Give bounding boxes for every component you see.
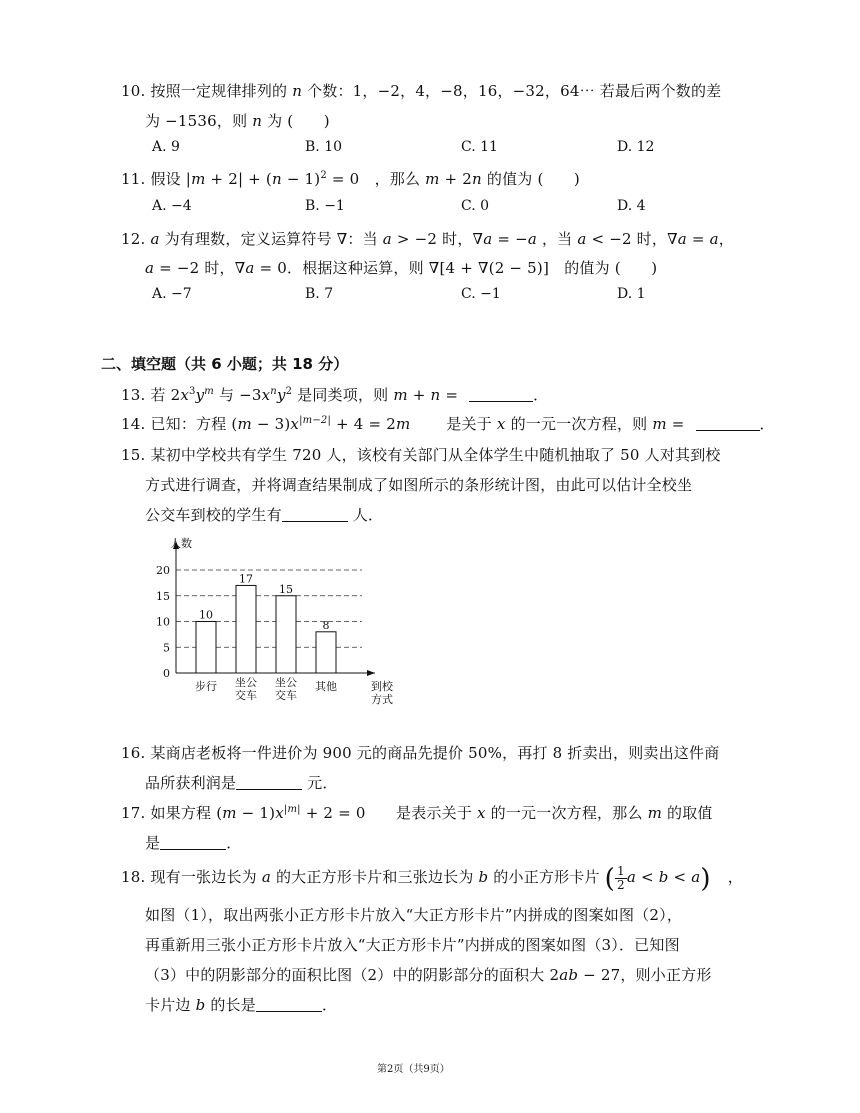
category-label-2-a: 坐公 [275, 676, 297, 689]
q15-line1: 某初中学校共有学生 720 人，该校有关部门从全体学生中随机抽取了 50 人对其到校 [150, 446, 721, 464]
q16-answer-blank[interactable] [236, 775, 302, 790]
q17-var-m: m [222, 804, 237, 822]
category-label-3: 其他 [315, 680, 337, 693]
q12-option-a: A. −7 [152, 286, 192, 302]
q11-text-f: 的值为 ( ) [486, 170, 580, 188]
q14-text-b: − 3) [256, 415, 291, 433]
q12-var-a-5: a [577, 230, 587, 248]
q16-line2-a: 品所获利润是 [145, 774, 237, 792]
q16-line2-b: 元． [307, 774, 338, 792]
bar-value-label-1: 17 [239, 572, 253, 586]
q18-answer-blank[interactable] [256, 997, 322, 1012]
q10-var-n: n [292, 82, 303, 100]
q14-var-m-3: m [652, 415, 667, 433]
category-label-1-b: 交车 [235, 689, 257, 702]
q17-answer-blank[interactable] [160, 835, 226, 850]
x-axis-arrow [367, 670, 375, 676]
category-label-1-a: 坐公 [235, 676, 257, 689]
q13-text-b: 与 −3 [218, 386, 262, 404]
q12-var-a-7: a [709, 230, 719, 248]
q11-text-d: = 0 ，那么 [326, 170, 421, 188]
q12-var-a: a [150, 230, 160, 248]
q18-var-a-2: a [626, 868, 637, 886]
q15-answer-blank[interactable] [282, 507, 348, 522]
q11-var-n-2: n [472, 170, 482, 188]
q12-var-a-3: a [483, 230, 493, 248]
q13-var-y: y [195, 386, 205, 404]
q17-exponent: |m| [283, 804, 301, 815]
q18-frac-den: 2 [617, 877, 625, 892]
question-15-line3 [145, 504, 383, 525]
q15-line2: 方式进行调查，并将调查结果制成了如图所示的条形统计图，由此可以估计全校坐 [145, 476, 693, 494]
q18-comma: ， [727, 868, 743, 886]
q16-number: 16. [121, 744, 146, 762]
q11-text-a: 假设 | [150, 170, 192, 188]
category-label-2-b: 交车 [275, 689, 297, 702]
q18-text-a: 现有一张边长为 [150, 868, 257, 886]
q17-text-e: 的取值 [667, 804, 713, 822]
section-2-heading: 二、填空题（共 6 小题；共 18 分） [101, 355, 349, 373]
q14-text-a: 已知：方程 ( [150, 415, 238, 433]
question-14 [121, 413, 775, 434]
q15-number: 15. [121, 446, 146, 464]
q15-line3-b: 人． [352, 506, 384, 524]
q14-exponent: |m−2| [299, 415, 332, 426]
ytick-label-5: 5 [163, 641, 170, 655]
q12-option-c: C. −1 [461, 286, 501, 302]
q11-var-n: n [271, 170, 282, 188]
q12-option-b: B. 7 [305, 286, 334, 302]
bar-value-label-2: 15 [279, 582, 293, 596]
q14-text-d: 是关于 [446, 415, 492, 433]
ytick-label-20: 20 [156, 564, 170, 577]
q11-text-c: − 1) [286, 170, 321, 188]
q17-line2-a: 是 [145, 834, 161, 852]
q11-text-b: + 2| + ( [210, 170, 272, 188]
q18-var-b-3: b [195, 996, 206, 1014]
q13-answer-blank[interactable] [469, 387, 533, 402]
q17-text-a: 如果方程 ( [150, 804, 223, 822]
question-16-line2 [145, 772, 338, 793]
q18-lt-2: < [673, 868, 687, 886]
bar-0 [196, 622, 216, 674]
q11-number: 11. [121, 170, 146, 188]
q12-var-a-4: a [527, 230, 537, 248]
q17-text-d: 的一元一次方程，那么 [490, 804, 643, 822]
bar-value-label-0: 10 [199, 608, 213, 622]
q13-exp-m: m [204, 386, 214, 397]
q18-line2: 如图（1），取出两张小正方形卡片放入“大正方形卡片”内拼成的图案如图（2）， [145, 906, 683, 924]
q18-line4-b: − 27，则小正方形 [583, 966, 712, 984]
question-16 [121, 742, 719, 763]
q13-text-a: 若 2 [150, 386, 181, 404]
question-10-line2 [145, 110, 330, 131]
q13-exp-2: 2 [285, 386, 293, 397]
q12-var-a-6: a [677, 230, 687, 248]
q14-text-e: 的一元一次方程，则 [510, 415, 648, 433]
question-12-line2 [145, 257, 657, 278]
q18-left-paren: ( [604, 864, 616, 894]
q12-var-a-9: a [245, 259, 255, 277]
q10-line2-a: 为 −1536，则 [145, 112, 248, 130]
q12-text-f: = [691, 230, 705, 248]
q18-var-a: a [261, 868, 271, 886]
q10-option-b: B. 10 [305, 139, 343, 155]
q10-option-d: D. 12 [617, 139, 655, 155]
q12-text-e: < −2 时，∇ [591, 230, 678, 248]
q10-line2-b: 为 ( ) [267, 112, 330, 130]
bar-3 [316, 632, 336, 673]
q18-line5-c: ． [321, 996, 338, 1014]
q10-number: 10. [121, 82, 146, 100]
q11-text-e: + 2 [444, 170, 473, 188]
q11-var-m-2: m [425, 170, 440, 188]
q12-text-a: 为有理数，定义运算符号 ∇：当 [164, 230, 378, 248]
bar-2 [276, 596, 296, 673]
q18-text-b: 的大正方形卡片和三张边长为 [275, 868, 474, 886]
q18-line4-a: （3）中的阴影部分的面积比图（2）中的阴影部分的面积大 2 [145, 966, 560, 984]
q12-line2-a: = −2 时，∇ [159, 259, 246, 277]
x-axis-label-a: 到校 [371, 680, 393, 693]
x-axis-label-b: 方式 [371, 693, 393, 706]
q18-fraction [615, 865, 627, 892]
q13-text-c: 是同类项，则 [297, 386, 389, 404]
q14-answer-blank[interactable] [696, 416, 760, 431]
question-15 [121, 444, 721, 465]
q14-var-x-2: x [496, 415, 506, 433]
q15-line3-a: 公交车到校的学生有 [145, 506, 282, 524]
q18-line5-b: 的长是 [210, 996, 256, 1014]
q13-number: 13. [121, 386, 146, 404]
question-12 [121, 228, 734, 249]
q10-option-a: A. 9 [152, 139, 180, 155]
q11-option-c: C. 0 [461, 198, 490, 214]
q18-lt: < [640, 868, 654, 886]
q12-var-a-2: a [382, 230, 392, 248]
q17-number: 17. [121, 804, 146, 822]
question-10 [121, 80, 721, 101]
ytick-label-15: 15 [156, 589, 170, 603]
q18-var-b-2: b [658, 868, 669, 886]
q17-text-b: − 1) [241, 804, 276, 822]
q12-text-d: ，当 [541, 230, 573, 248]
q13-exp-3: 3 [189, 386, 196, 397]
q13-end: ． [533, 386, 549, 404]
question-18-line5 [145, 994, 337, 1015]
q17-var-x-2: x [477, 804, 486, 822]
question-17-line2 [145, 832, 241, 853]
ytick-label-0: 0 [163, 667, 170, 680]
q11-option-d: D. 4 [617, 198, 646, 214]
q11-option-a: A. −4 [152, 198, 192, 214]
q13-var-x: x [180, 386, 190, 404]
ytick-label-10: 10 [156, 615, 170, 629]
q18-line5-a: 卡片边 [145, 996, 191, 1014]
q18-right-paren: ) [700, 864, 711, 894]
q13-var-m: m [393, 386, 408, 404]
q18-text-c: 的小正方形卡片 [493, 868, 600, 886]
q13-plus: + [412, 386, 426, 404]
q13-var-x-2: x [261, 386, 271, 404]
q14-eq: = [671, 415, 685, 433]
q12-line2-b: = 0．根据这种运算，则 ∇[4 + ∇(2 − 5)] 的值为 ( ) [259, 259, 658, 277]
y-axis-label: 人数 [170, 537, 192, 550]
q14-var-m: m [237, 415, 252, 433]
q17-var-x: x [275, 804, 284, 822]
q12-number: 12. [121, 230, 146, 248]
q12-text-c: = − [497, 230, 528, 248]
q18-var-ab: ab [559, 966, 579, 984]
q10-text-a: 按照一定规律排列的 [150, 82, 288, 100]
q10-text-b: 个数：1，−2，4，−8，16，−32，64⋯ 若最后两个数的差 [307, 82, 722, 100]
q14-text-c: + 4 = 2 [336, 415, 396, 433]
q13-var-n: n [430, 386, 441, 404]
q18-var-b: b [478, 868, 489, 886]
q17-line2-b: ． [226, 834, 242, 852]
q14-var-m-2: m [395, 415, 411, 433]
question-13 [121, 384, 548, 405]
bar-chart [140, 535, 410, 715]
q12-text-b: > −2 时，∇ [396, 230, 484, 248]
q14-var-x: x [290, 415, 300, 433]
q12-option-d: D. 1 [617, 286, 646, 302]
q11-var-m: m [191, 170, 206, 188]
question-18 [121, 864, 743, 894]
q17-text-c: + 2 = 0 是表示关于 [305, 804, 473, 822]
category-label-0: 步行 [195, 680, 217, 693]
q13-exp-n: n [270, 386, 277, 397]
q18-var-a-3: a [691, 868, 701, 886]
q13-eq: = [445, 386, 459, 404]
q14-end: ． [759, 415, 775, 433]
question-17 [121, 802, 713, 823]
bar-value-label-3: 8 [322, 618, 330, 632]
q10-option-c: C. 11 [461, 139, 498, 155]
bar-1 [236, 585, 256, 673]
question-11 [121, 168, 580, 189]
q17-var-m-2: m [647, 804, 663, 822]
question-18-line4 [145, 964, 712, 985]
q11-exponent: 2 [320, 170, 327, 181]
q18-line3: 再重新用三张小正方形卡片放入“大正方形卡片”内拼成的图案如图（3）．已知图 [145, 936, 680, 954]
q11-option-b: B. −1 [305, 198, 345, 214]
q13-var-y-2: y [276, 386, 286, 404]
q18-frac-num: 1 [617, 863, 625, 878]
q14-number: 14. [121, 415, 146, 433]
page-footer: 第2页（共9页） [377, 1064, 450, 1075]
q16-line1: 某商店老板将一件进价为 900 元的商品先提价 50%，再打 8 折卖出，则卖出这件商 [150, 744, 720, 762]
q12-var-a-8: a [145, 259, 155, 277]
q12-text-g: ， [718, 230, 734, 248]
q10-var-n-2: n [252, 112, 263, 130]
q18-number: 18. [121, 868, 146, 886]
